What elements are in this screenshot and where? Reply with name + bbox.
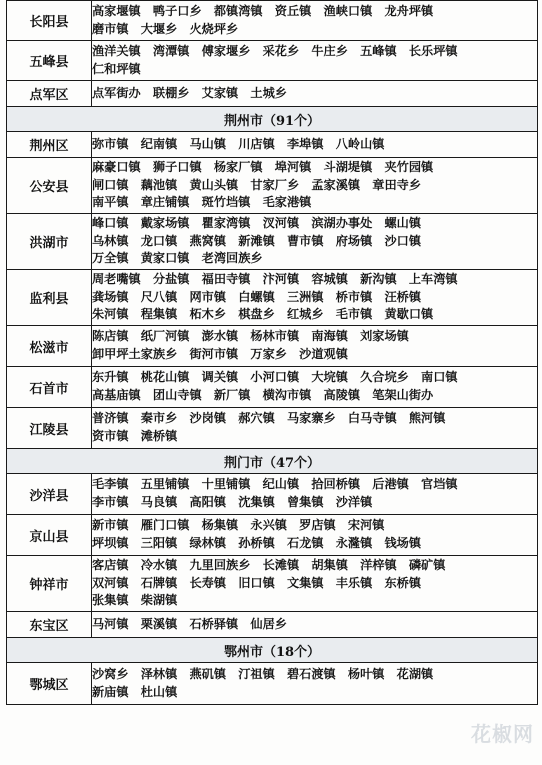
county-name: 长阳县 (7, 1, 92, 41)
county-row (7, 158, 538, 214)
county-row (7, 556, 538, 612)
county-row (7, 132, 538, 158)
county-name: 荆州区 (7, 132, 92, 158)
county-name: 松滋市 (7, 326, 92, 367)
county-row (7, 474, 538, 515)
county-name: 江陵县 (7, 408, 92, 449)
county-name: 点军区 (7, 81, 92, 107)
town-list (92, 474, 538, 515)
county-name: 东宝区 (7, 612, 92, 638)
town-list (92, 158, 538, 214)
town-list (92, 515, 538, 556)
county-row (7, 367, 538, 408)
county-row (7, 663, 538, 705)
town-line: 峰口镇 戴家场镇 瞿家湾镇 汊河镇 滨湖办事处 螺山镇 (92, 216, 422, 231)
town-line: 渔洋关镇 湾潭镇 傅家堰乡 采花乡 牛庄乡 五峰镇 长乐坪镇 (92, 43, 458, 58)
county-row (7, 408, 538, 449)
town-list (92, 663, 538, 705)
town-list (92, 132, 538, 158)
town-line: 麻豪口镇 狮子口镇 杨家厂镇 埠河镇 斗湖堤镇 夹竹园镇 (92, 160, 434, 175)
town-line: 万全镇 黄家口镇 老湾回族乡 (92, 251, 263, 266)
town-line: 点军街办 联棚乡 艾家镇 土城乡 (92, 85, 287, 100)
town-list (92, 1, 538, 41)
county-row (7, 214, 538, 270)
town-line: 张集镇 柴湖镇 (92, 593, 178, 608)
county-row (7, 612, 538, 638)
town-line: 高基庙镇 团山寺镇 新厂镇 横沟市镇 高陵镇 笔架山街办 (92, 388, 434, 402)
watermark: 花椒网 (471, 722, 534, 746)
county-row (7, 81, 538, 107)
town-line: 周老嘴镇 分盐镇 福田寺镇 汴河镇 容城镇 新沟镇 上车湾镇 (92, 272, 458, 287)
county-name: 沙洋县 (7, 474, 92, 515)
town-line: 资市镇 滩桥镇 (92, 429, 178, 443)
town-line: 磨市镇 大堰乡 火烧坪乡 (92, 21, 239, 36)
town-line: 客店镇 冷水镇 九里回族乡 长滩镇 胡集镇 洋梓镇 磷矿镇 (92, 558, 446, 573)
county-name: 钟祥市 (7, 556, 92, 612)
county-name: 五峰县 (7, 41, 92, 81)
town-line: 东升镇 桃花山镇 调关镇 小河口镇 大垸镇 久合垸乡 南口镇 (92, 370, 458, 385)
town-line: 弥市镇 纪南镇 马山镇 川店镇 李埠镇 八岭山镇 (92, 136, 385, 151)
county-row (7, 515, 538, 556)
town-line: 高家堰镇 鸭子口乡 都镇湾镇 资丘镇 渔峡口镇 龙舟坪镇 (92, 3, 434, 18)
county-row (7, 41, 538, 81)
town-line: 新市镇 雁门口镇 杨集镇 永兴镇 罗店镇 宋河镇 (92, 518, 385, 533)
city-name: 荆州市（91个） (7, 107, 538, 132)
town-list (92, 214, 538, 270)
county-name: 鄂城区 (7, 663, 92, 705)
town-line: 闸口镇 藕池镇 黄山头镇 甘家厂乡 孟家溪镇 章田寺乡 (92, 177, 422, 192)
city-header-row (7, 107, 538, 132)
town-list (92, 326, 538, 367)
town-list (92, 556, 538, 612)
county-name: 洪湖市 (7, 214, 92, 270)
town-list (92, 41, 538, 81)
town-line: 仁和坪镇 (92, 61, 141, 76)
city-header-row (7, 638, 538, 663)
city-name: 荆门市（47个） (7, 449, 538, 474)
county-row (7, 1, 538, 41)
city-name: 鄂州市（18个） (7, 638, 538, 663)
town-list (92, 270, 538, 326)
county-name: 石首市 (7, 367, 92, 408)
township-table (6, 0, 538, 705)
town-line: 坪坝镇 三阳镇 绿林镇 孙桥镇 石龙镇 永漋镇 钱场镇 (92, 536, 422, 550)
town-list (92, 81, 538, 107)
town-line: 南平镇 章庄铺镇 斑竹垱镇 毛家港镇 (92, 195, 312, 210)
town-line: 沙窝乡 泽林镇 燕矶镇 汀祖镇 碧石渡镇 杨叶镇 花湖镇 (92, 666, 434, 681)
town-line: 卸甲坪土家族乡 街河市镇 万家乡 沙道观镇 (92, 347, 348, 361)
county-name: 公安县 (7, 158, 92, 214)
town-list (92, 367, 538, 408)
town-line: 普济镇 秦市乡 沙岗镇 郝穴镇 马家寨乡 白马寺镇 熊河镇 (92, 411, 446, 426)
county-name: 监利县 (7, 270, 92, 326)
city-header-row (7, 449, 538, 474)
town-line: 毛李镇 五里铺镇 十里铺镇 纪山镇 拾回桥镇 后港镇 官垱镇 (92, 477, 458, 492)
town-line: 李市镇 马良镇 高阳镇 沈集镇 曾集镇 沙洋镇 (92, 495, 373, 509)
town-list (92, 612, 538, 638)
town-line: 马河镇 栗溪镇 石桥驿镇 仙居乡 (92, 616, 287, 631)
town-line: 双河镇 石牌镇 长寿镇 旧口镇 文集镇 丰乐镇 东桥镇 (92, 575, 422, 590)
town-line: 乌林镇 龙口镇 燕窝镇 新滩镇 曹市镇 府场镇 沙口镇 (92, 233, 422, 248)
town-line: 朱河镇 程集镇 柘木乡 棋盘乡 红城乡 毛市镇 黄歇口镇 (92, 307, 434, 322)
county-row (7, 326, 538, 367)
county-name: 京山县 (7, 515, 92, 556)
town-line: 龚场镇 尺八镇 网市镇 白螺镇 三洲镇 桥市镇 汪桥镇 (92, 289, 422, 304)
town-line: 陈店镇 纸厂河镇 澎水镇 杨林市镇 南海镇 刘家场镇 (92, 329, 409, 344)
town-line: 新庙镇 杜山镇 (92, 684, 178, 699)
county-row (7, 270, 538, 326)
town-list (92, 408, 538, 449)
